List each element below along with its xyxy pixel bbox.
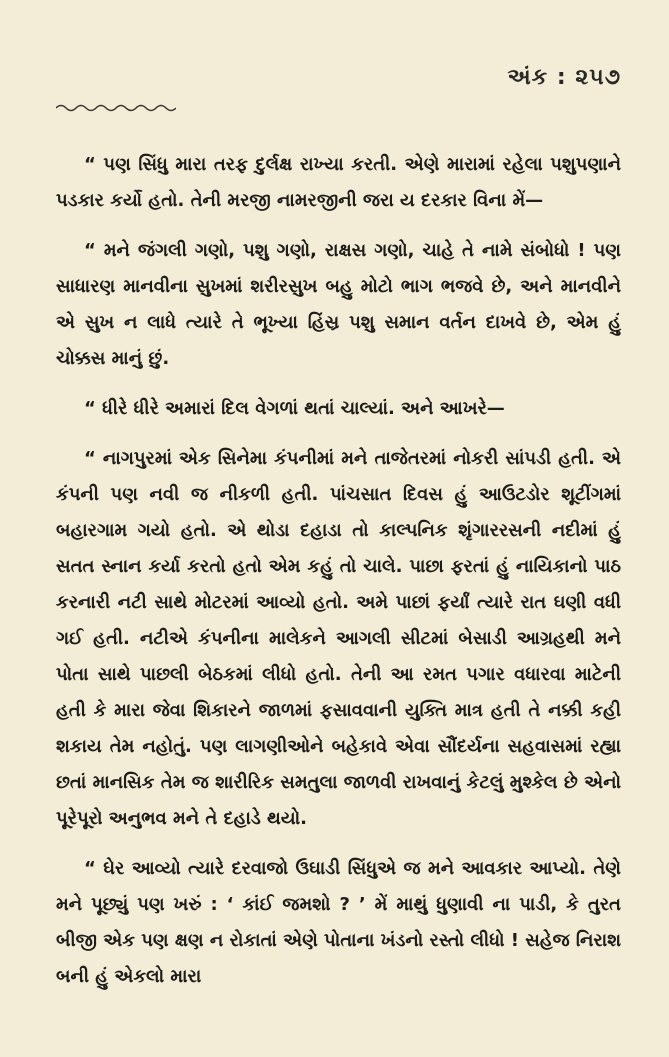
paragraph: “ ઘેર આવ્યો ત્યારે દરવાજો ઉઘાડી સિંધુએ જ મને આવકાર આપ્યો. તેણે મને પૂછ્યું પણ ખરું : ‘ કાંઈ જમશો ? ’ મેં માથું ધુણાવી ના પાડી, કે તુરત બીજી એક પણ ક્ષણ ન રોકાતાં એણે પોતાના ખંડનો રસ્તો લીધો ! સહેજ નિરાશ બની હું એકલો મારા	[56, 858, 621, 987]
paragraph: “ ધીરે ધીરે અમારાં દિલ વેગળાં થતાં ચાલ્યાં. અને આખરે—	[84, 398, 505, 419]
paragraph: “ પણ સિંધુ મારા તરફ દુર્લક્ષ રાખ્યા કરતી. એણે મારામાં રહેલા પશુપણાને પડકાર કર્યો હતો. તેની મરજી નામરજીની જરા ય દરકાર વિના મેં—	[56, 154, 621, 211]
body-text	[56, 147, 621, 995]
paragraph: “ નાગપુરમાં એક સિનેમા કંપનીમાં મને તાજેતરમાં નોકરી સાંપડી હતી. એ કંપની પણ નવી જ નીકળી હતી. પાંચસાત દિવસ હું આઉટડોર શૂટીંગમાં બહારગામ ગયો હતો. એ થોડા દહાડા તો કાલ્પનિક શૃંગારરસની નદીમાં હું સતત સ્નાન કર્યા કરતો હતો એમ કહું તો ચાલે. પાછા ફરતાં હું નાયિકાનો પાઠ કરનારી નટી સાથે મોટરમાં આવ્યો હતો. અમે પાછાં ફર્યાં ત્યારે રાત ઘણી વધી ગઈ હતી. નટીએ કંપનીના માલેકને આગલી સીટમાં બેસાડી આગ્રહથી મને પોતા સાથે પાછલી બેઠકમાં લીધો હતો. તેની આ રમત પગાર વધારવા માટેની હતી કે મારા જેવા શિકારને જાળમાં ફસાવવાની યુક્તિ માત્ર હતી તે નક્કી કહી શકાય તેમ નહોતું. પણ લાગણીઓને બહેકાવે એવા સૌંદર્યના સહવાસમાં રહ્યા છતાં માનસિક તેમ જ શારીરિક સમતુલા જાળવી રાખવાનું કેટલું મુશ્કેલ છે એનો પૂરેપૂરો અનુભવ મને તે દહાડે થયો.	[56, 448, 621, 829]
header-wavy-rule	[56, 103, 176, 113]
page-header: અંક : ૨૫૭	[507, 65, 621, 90]
paragraph: “ મને જંગલી ગણો, પશુ ગણો, રાક્ષસ ગણો, ચાહે તે નામે સંબોધો ! પણ સાધારણ માનવીના સુખમાં શરીરસુખ બહુ મોટો ભાગ ભજવે છે, અને માનવીને એ સુખ ન લાધે ત્યારે તે ભૂખ્યા હિંસ્ર પશુ સમાન વર્તન દાખવે છે, એમ હું ચોક્કસ માનું છું.	[56, 240, 621, 369]
